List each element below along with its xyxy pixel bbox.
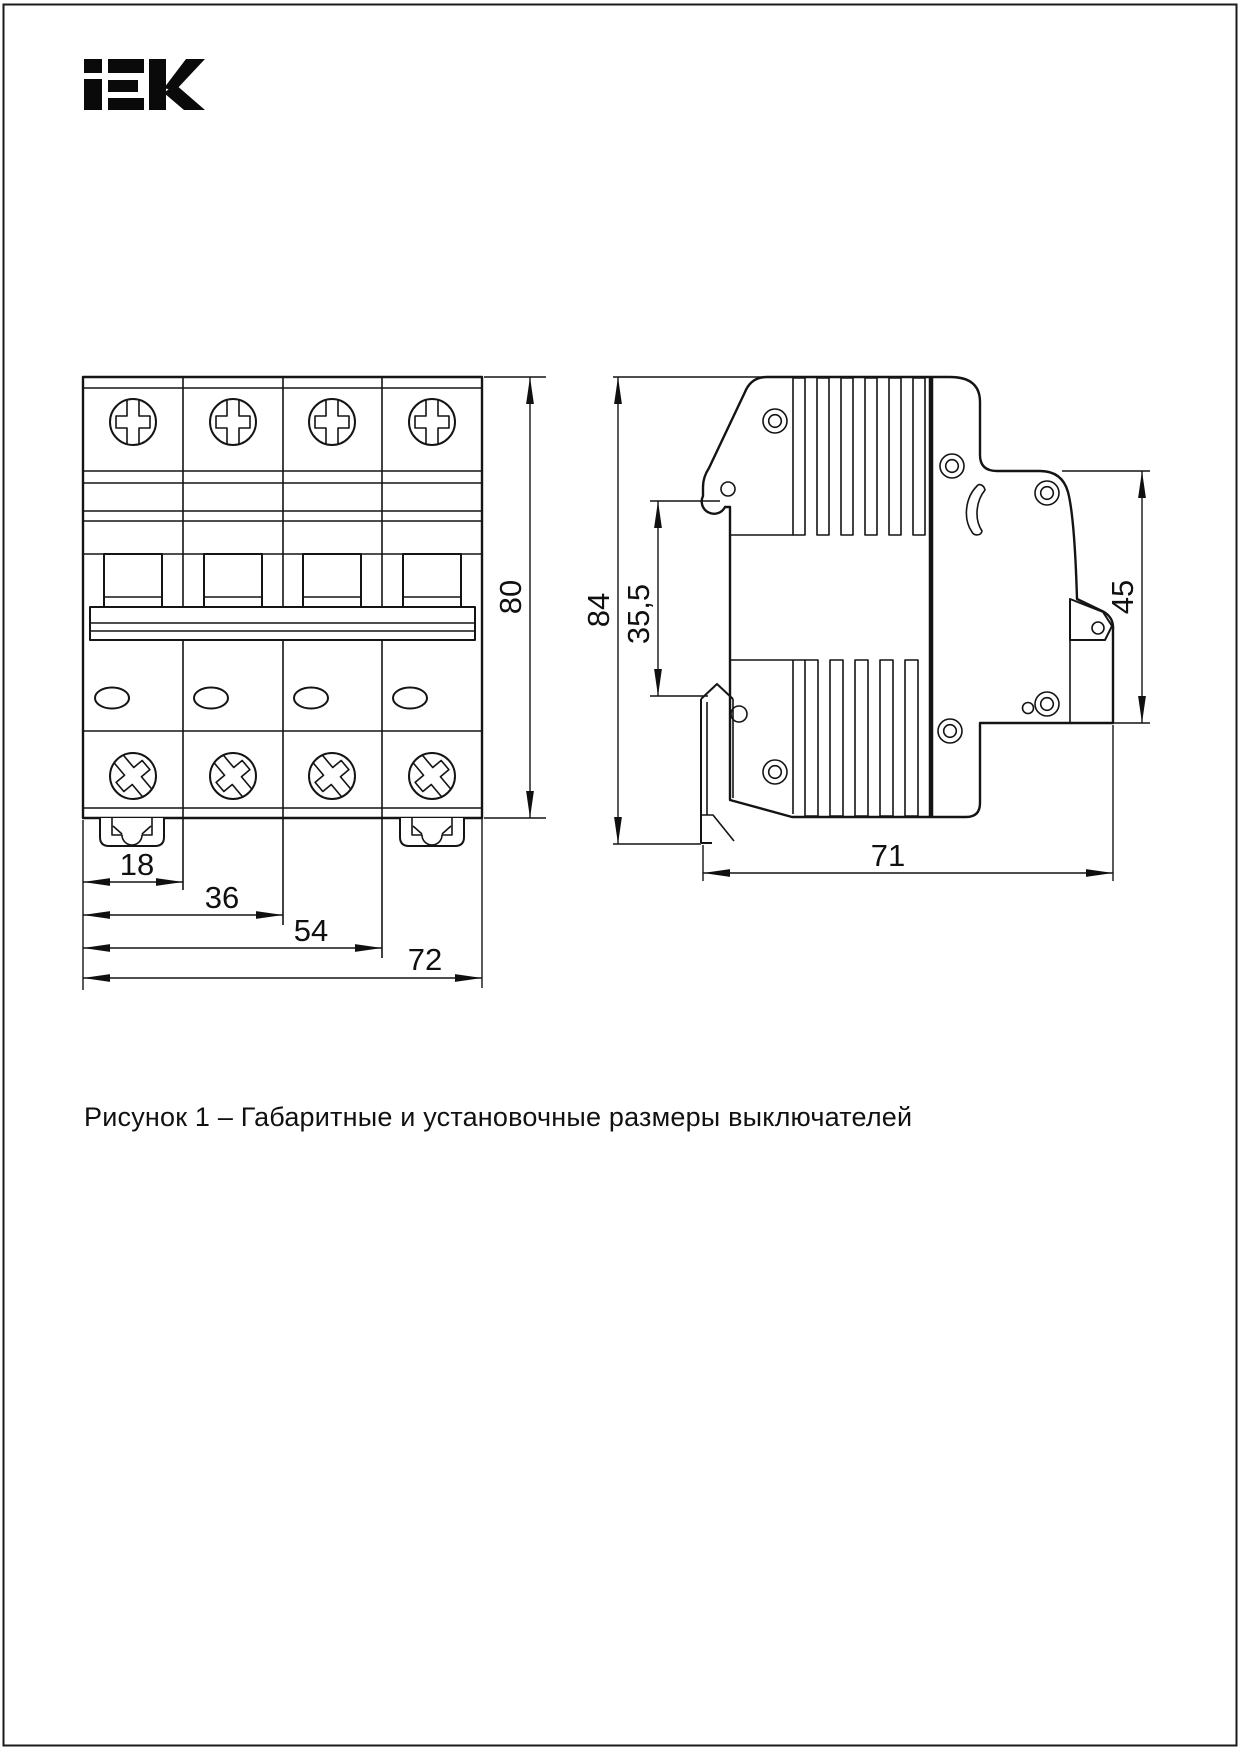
logo-k-stem xyxy=(149,59,166,110)
page-border xyxy=(4,5,1237,1746)
dim-80-label: 80 xyxy=(493,579,528,615)
toggle-handle xyxy=(403,554,461,607)
dim-84-label: 84 xyxy=(581,592,616,628)
toggle-tie-bar xyxy=(90,607,475,640)
dim-71-label: 71 xyxy=(870,838,906,873)
din-clip xyxy=(100,818,164,846)
figure-caption: Рисунок 1 – Габаритные и установочные размеры выключателей xyxy=(84,1102,913,1132)
toggle-handle xyxy=(204,554,262,607)
dim-54-label: 54 xyxy=(293,913,329,948)
dim-18-label: 18 xyxy=(119,847,155,882)
logo-k-upper-arm xyxy=(164,59,205,91)
dim-35-5 xyxy=(621,501,720,696)
logo-e-mid xyxy=(108,80,138,92)
logo-i-stem xyxy=(84,79,102,110)
toggle-handle xyxy=(303,554,361,607)
logo-i-dot xyxy=(84,59,102,73)
din-clip xyxy=(400,818,464,846)
dim-45-label: 45 xyxy=(1105,579,1140,615)
logo-e-top xyxy=(108,59,144,73)
toggle-handle xyxy=(104,554,162,607)
dim-80 xyxy=(484,377,546,818)
iek-logo xyxy=(84,59,205,110)
dim-35-5-label: 35,5 xyxy=(621,583,656,645)
dim-72-label: 72 xyxy=(407,942,443,977)
logo-e-bottom xyxy=(108,98,144,110)
dim-36-label: 36 xyxy=(204,880,240,915)
side-view xyxy=(701,377,1113,843)
